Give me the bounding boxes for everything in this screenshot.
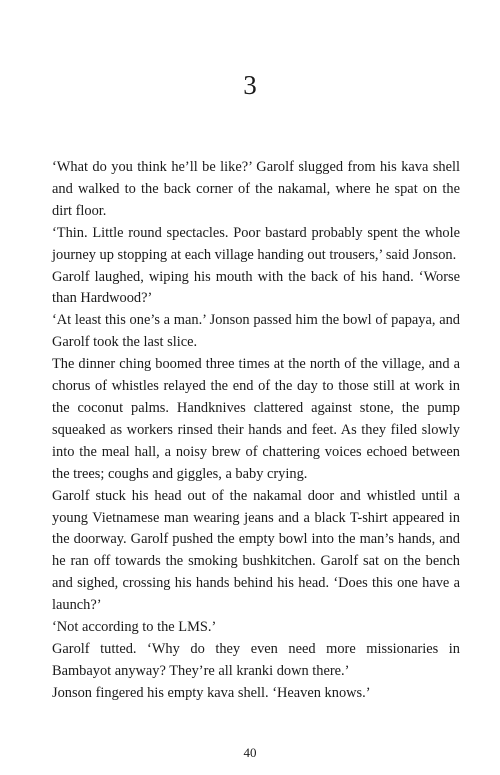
chapter-number: 3	[243, 70, 257, 100]
chapter-body	[52, 157, 460, 705]
paragraph: The dinner ching boomed three times at the north of the village, and a chorus of whistles relayed the end of the day to those still at work in the coconut palms. Handknives clattered against stone, the pump squeaked as workers rinsed their hands and feet. As they filed slowly into the meal hall, a noisy brew of chattering voices echoed between the trees; coughs and giggles, a baby crying.	[52, 356, 460, 482]
paragraph: ‘What do you think he’ll be like?’ Garolf slugged from his kava shell and walked to the back corner of the nakamal, where he spat on the dirt floor.	[52, 159, 460, 219]
page-number: 40	[243, 745, 257, 760]
paragraph: ‘Not according to the LMS.’	[52, 619, 217, 636]
paragraph: ‘At least this one’s a man.’ Jonson passed him the bowl of papaya, and Garolf took the last slice.	[52, 312, 460, 351]
paragraph: Garolf laughed, wiping his mouth with the back of his hand. ‘Worse than Hardwood?’	[52, 268, 460, 307]
paragraph: Garolf stuck his head out of the nakamal door and whistled until a young Vietnamese man wearing jeans and a black T-shirt appeared in the doorway. Garolf pushed the empty bowl into the man’s hands, and he ran off towards the smoking bushkitchen. Garolf sat on the bench and sighed, crossing his hands behind his head. ‘Does this one have a launch?’	[52, 487, 460, 614]
paragraph: Garolf tutted. ‘Why do they even need more missionaries in Bambayot anyway? They’re all kranki down there.’	[52, 640, 460, 679]
paragraph: ‘Thin. Little round spectacles. Poor bastard probably spent the whole journey up stopping at each village handing out trousers,’ said Jonson.	[52, 224, 460, 263]
paragraph: Jonson fingered his empty kava shell. ‘Heaven knows.’	[52, 684, 371, 701]
